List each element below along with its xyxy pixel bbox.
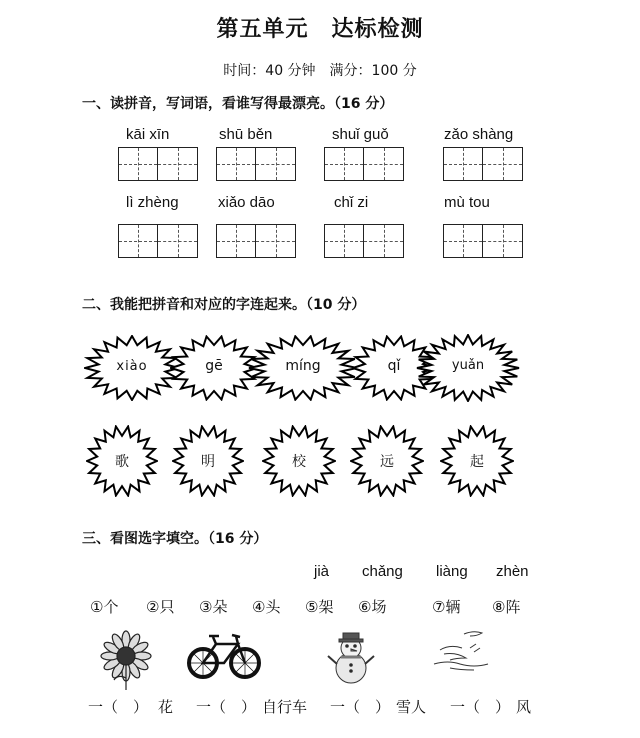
writing-grid[interactable] — [443, 224, 523, 258]
character-burst[interactable] — [86, 425, 158, 497]
option-item: ⑥场 — [358, 598, 387, 616]
character-text: 起 — [470, 454, 484, 470]
blank-noun: 自行车 — [262, 698, 308, 716]
pinyin-label: kāi xīn — [126, 126, 170, 143]
pinyin-text: xiào — [116, 359, 148, 374]
snowman-illustration — [324, 628, 378, 686]
pinyin-burst[interactable] — [170, 335, 258, 401]
character-text: 远 — [380, 454, 394, 470]
writing-grid[interactable] — [324, 224, 404, 258]
option-item: ⑦辆 — [432, 598, 461, 616]
fill-in-bicycle[interactable] — [196, 696, 307, 717]
fill-in-flower[interactable] — [88, 696, 173, 717]
blank-noun: 花 — [158, 698, 174, 716]
pinyin-label: shū běn — [219, 126, 273, 143]
option-item: ②只 — [146, 598, 175, 616]
option-item: ⑧阵 — [492, 598, 521, 616]
character-burst[interactable] — [440, 425, 514, 497]
character-burst[interactable] — [172, 425, 244, 497]
pinyin-hint: liàng — [436, 563, 468, 580]
option-item: ⑤架 — [305, 598, 334, 616]
fill-in-snowman[interactable] — [330, 696, 426, 717]
pinyin-text: qǐ — [387, 358, 401, 374]
pinyin-burst[interactable] — [416, 334, 520, 402]
bicycle-illustration — [186, 632, 262, 682]
writing-grid[interactable] — [443, 147, 523, 181]
pinyin-label: chǐ zi — [334, 194, 369, 211]
pinyin-burst[interactable] — [248, 335, 358, 401]
pinyin-label: mù tou — [444, 194, 490, 211]
page-title: 第五单元 达标检测 — [216, 17, 424, 42]
pinyin-label: xiǎo dāo — [218, 194, 275, 211]
writing-grid[interactable] — [118, 147, 198, 181]
pinyin-label: lì zhèng — [126, 194, 179, 211]
pinyin-text: gē — [205, 358, 223, 374]
section3-heading: 三、看图选字填空。（16 分） — [82, 531, 268, 547]
option-item: ①个 — [90, 598, 119, 616]
character-burst[interactable] — [350, 425, 424, 497]
pinyin-label: shuǐ guǒ — [332, 126, 389, 143]
pinyin-hint: chǎng — [362, 563, 403, 580]
writing-grid[interactable] — [216, 147, 296, 181]
blank-prefix: 一（ ） — [330, 698, 391, 716]
character-text: 明 — [201, 454, 215, 470]
pinyin-text: míng — [285, 358, 321, 374]
character-text: 校 — [292, 454, 306, 470]
pinyin-burst[interactable] — [84, 335, 180, 401]
blank-noun: 风 — [516, 698, 532, 716]
pinyin-label: zǎo shàng — [444, 126, 514, 143]
fill-in-wind[interactable] — [450, 696, 531, 717]
pinyin-hint: jià — [314, 563, 330, 580]
option-item: ④头 — [252, 598, 281, 616]
character-text: 歌 — [115, 454, 129, 470]
writing-grid[interactable] — [216, 224, 296, 258]
flower-illustration — [98, 630, 154, 692]
section2-heading: 二、我能把拼音和对应的字连起来。（10 分） — [82, 297, 366, 313]
option-item: ③朵 — [199, 598, 228, 616]
pinyin-text: yuǎn — [451, 358, 485, 373]
writing-grid[interactable] — [118, 224, 198, 258]
blank-prefix: 一（ ） — [88, 698, 149, 716]
writing-grid[interactable] — [324, 147, 404, 181]
blank-prefix: 一（ ） — [196, 698, 257, 716]
exam-info: 时间：40 分钟 满分：100 分 — [223, 63, 417, 79]
blank-noun: 雪人 — [396, 698, 427, 716]
character-burst[interactable] — [262, 425, 336, 497]
section1-heading: 一、读拼音，写词语，看谁写得最漂亮。（16 分） — [82, 96, 394, 112]
wind-illustration — [430, 628, 494, 676]
pinyin-hint: zhèn — [496, 563, 529, 580]
blank-prefix: 一（ ） — [450, 698, 511, 716]
